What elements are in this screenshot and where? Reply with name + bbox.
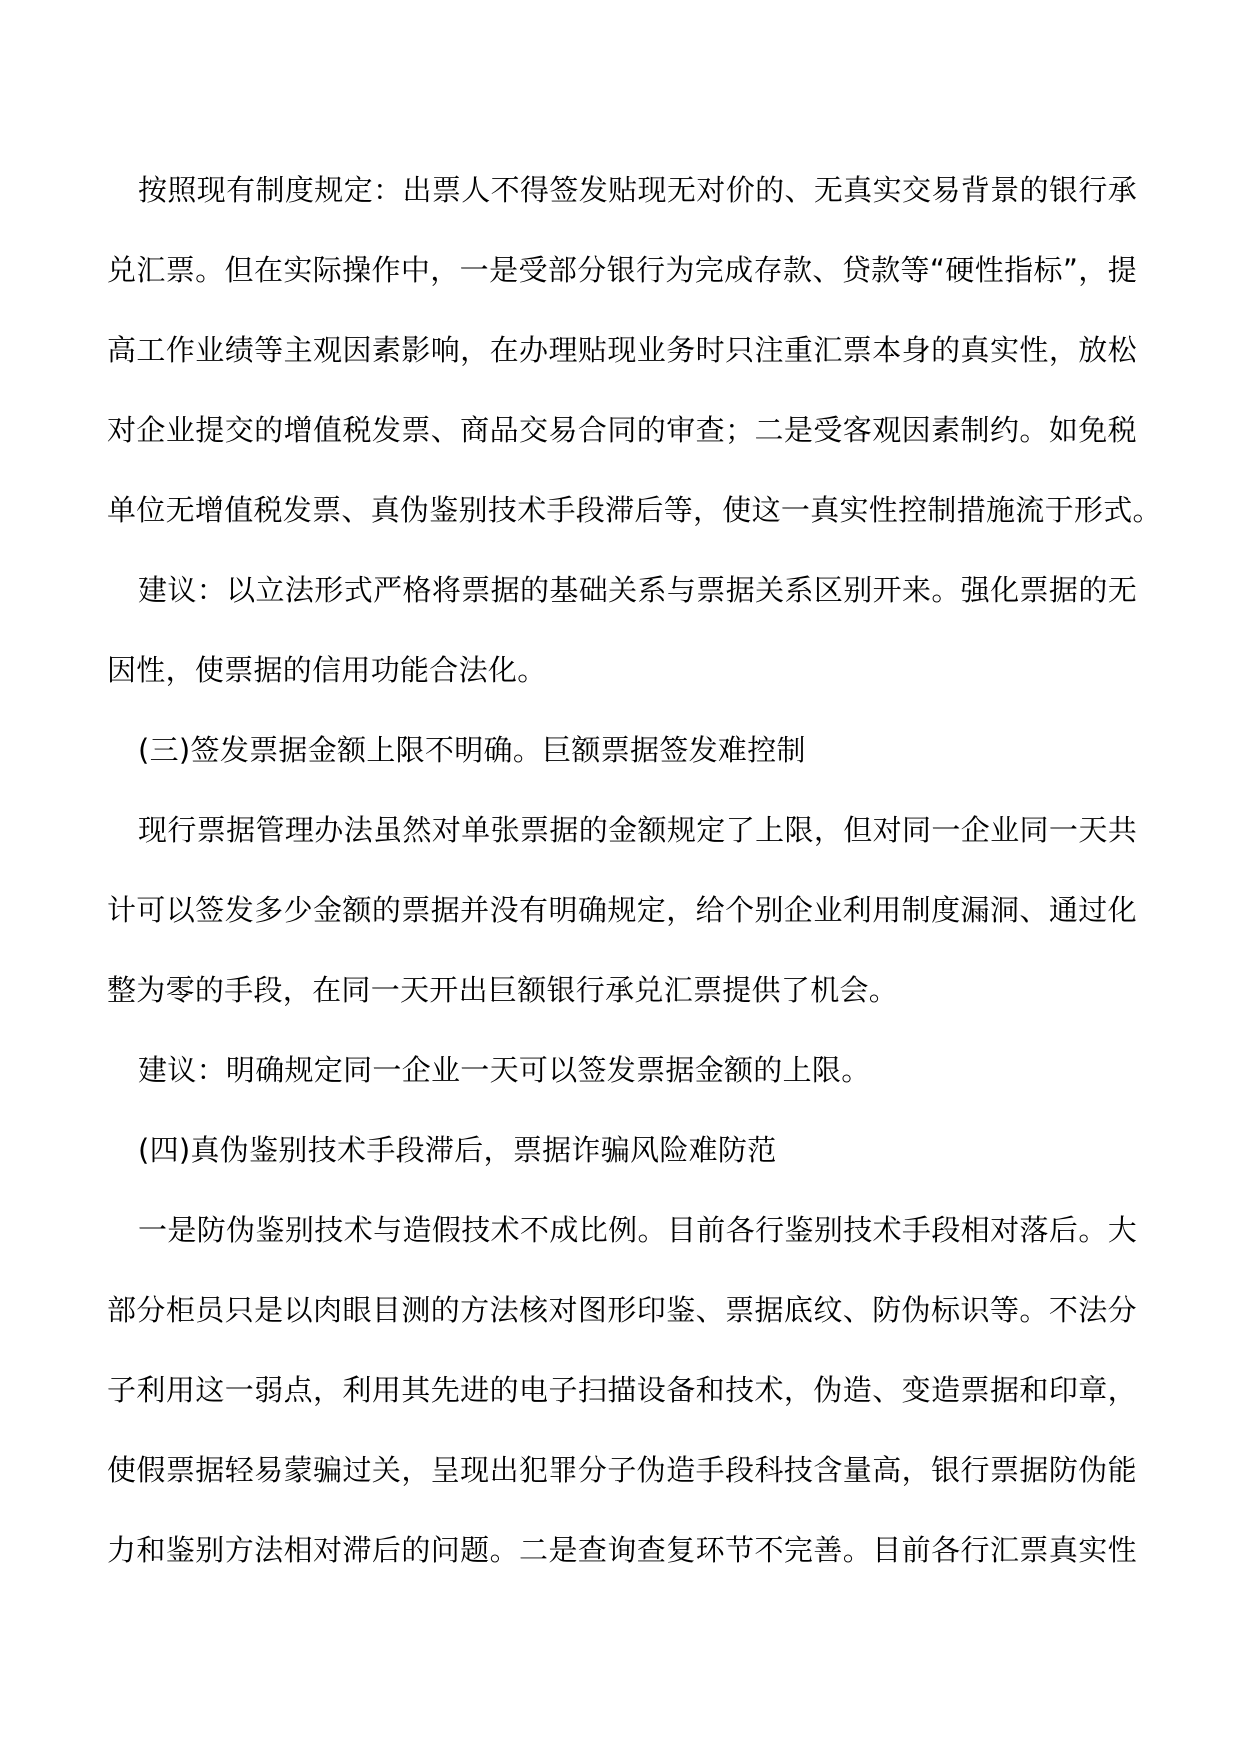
paragraph-line: 使假票据轻易蒙骗过关，呈现出犯罪分子伪造手段科技含量高，银行票据防伪能	[107, 1453, 1137, 1487]
paragraph-line: 按照现有制度规定：出票人不得签发贴现无对价的、无真实交易背景的银行承	[138, 173, 1137, 207]
paragraph-line: 子利用这一弱点，利用其先进的电子扫描设备和技术，伪造、变造票据和印章，	[107, 1373, 1137, 1407]
paragraph-line: 力和鉴别方法相对滞后的问题。二是查询查复环节不完善。目前各行汇票真实性	[107, 1533, 1137, 1567]
paragraph-line: 整为零的手段，在同一天开出巨额银行承兑汇票提供了机会。	[107, 973, 899, 1007]
paragraph-line: 单位无增值税发票、真伪鉴别技术手段滞后等，使这一真实性控制措施流于形式。	[107, 493, 1162, 527]
paragraph-line: 计可以签发多少金额的票据并没有明确规定，给个别企业利用制度漏洞、通过化	[107, 893, 1137, 927]
paragraph-line: 建议：以立法形式严格将票据的基础关系与票据关系区别开来。强化票据的无	[138, 573, 1137, 607]
paragraph-line: 部分柜员只是以肉眼目测的方法核对图形印鉴、票据底纹、防伪标识等。不法分	[107, 1293, 1137, 1327]
section-heading: (三)签发票据金额上限不明确。巨额票据签发难控制	[138, 733, 806, 767]
paragraph-line: 现行票据管理办法虽然对单张票据的金额规定了上限，但对同一企业同一天共	[138, 813, 1137, 847]
paragraph-line: 高工作业绩等主观因素影响，在办理贴现业务时只注重汇票本身的真实性，放松	[107, 333, 1137, 367]
document-body	[107, 158, 1162, 1598]
paragraph-line: 因性，使票据的信用功能合法化。	[107, 653, 547, 687]
paragraph-line: 对企业提交的增值税发票、商品交易合同的审查；二是受客观因素制约。如免税	[107, 413, 1137, 447]
paragraph-line: 建议：明确规定同一企业一天可以签发票据金额的上限。	[138, 1053, 871, 1087]
section-heading: (四)真伪鉴别技术手段滞后，票据诈骗风险难防范	[138, 1133, 777, 1167]
paragraph-line: 一是防伪鉴别技术与造假技术不成比例。目前各行鉴别技术手段相对落后。大	[138, 1213, 1137, 1247]
paragraph-line: 兑汇票。但在实际操作中，一是受部分银行为完成存款、贷款等“硬性指标”，提	[107, 253, 1137, 287]
